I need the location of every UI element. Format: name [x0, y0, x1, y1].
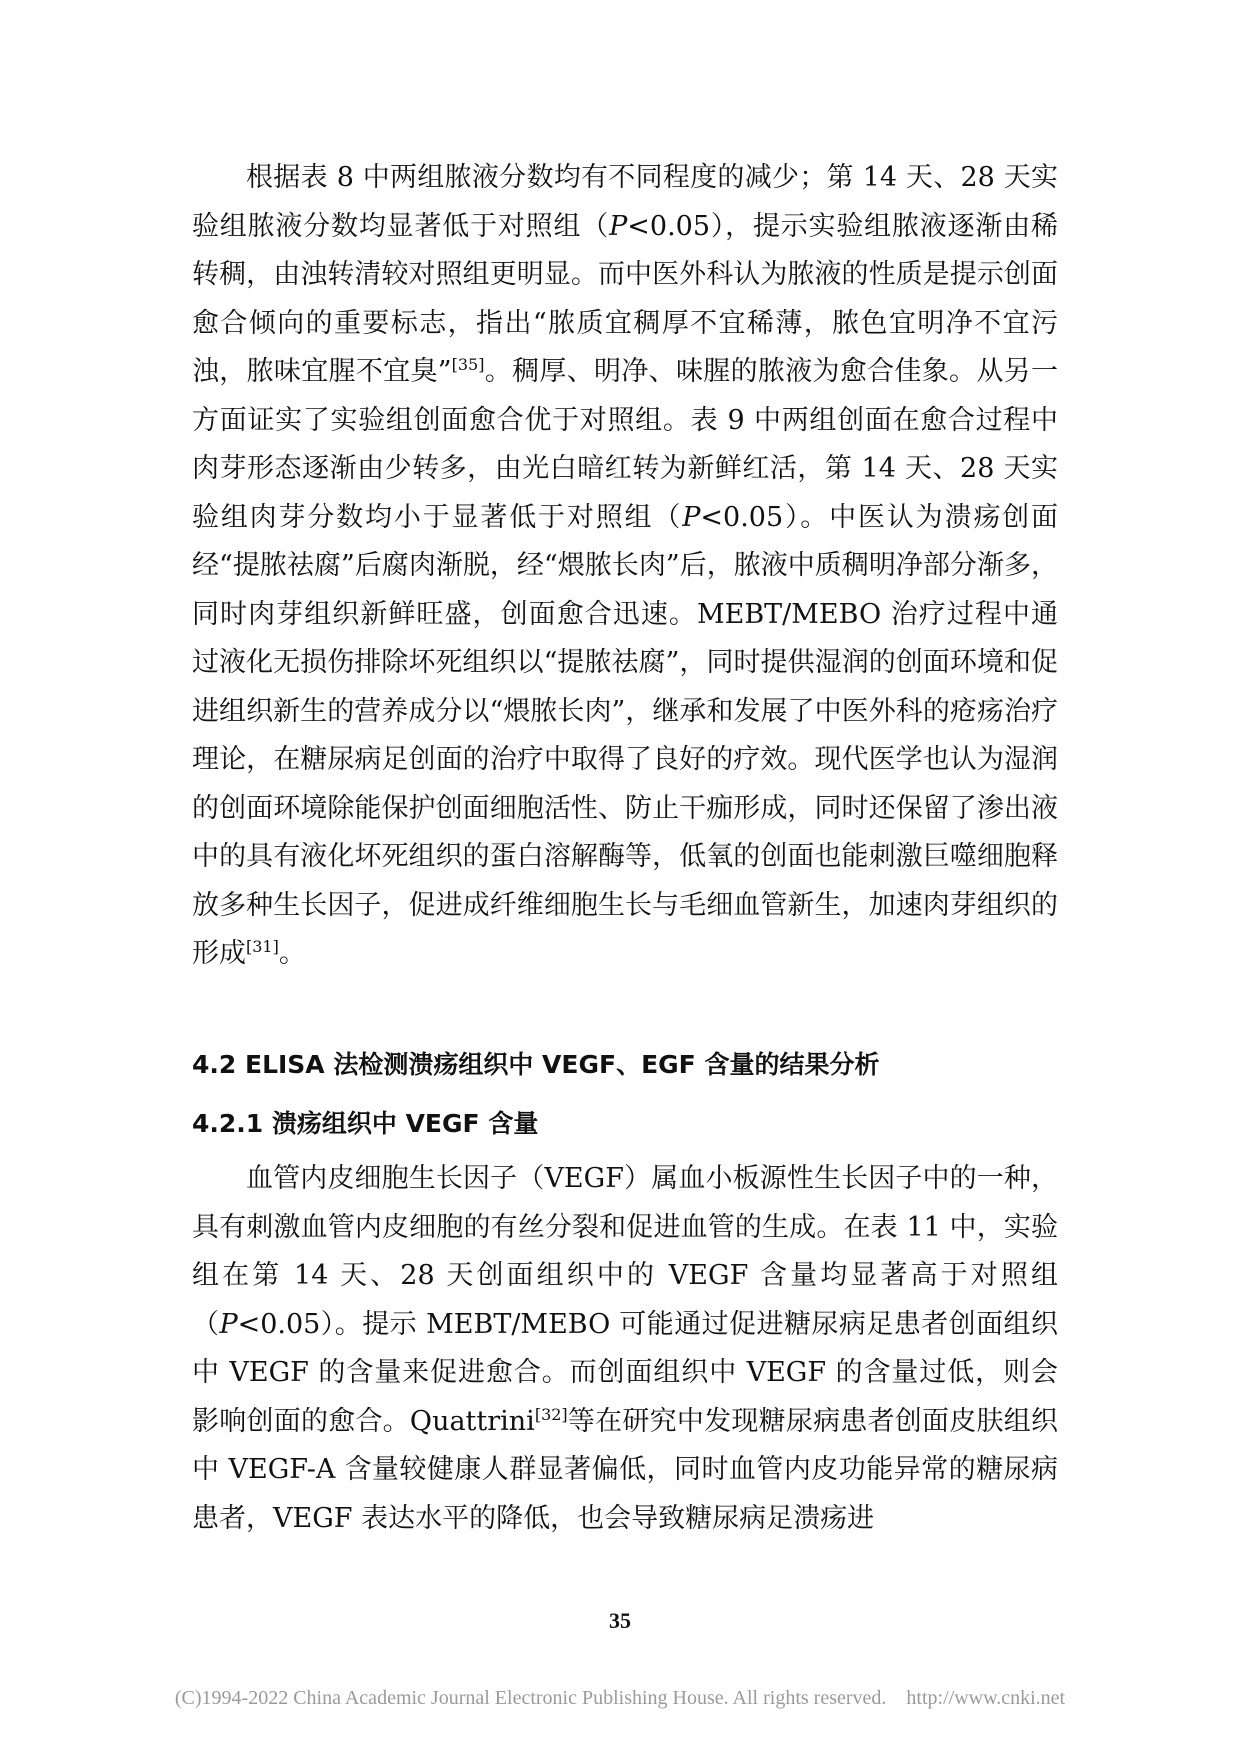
page-number: 35	[609, 1608, 631, 1633]
paragraph-text-segment: <0.05）。中医认为溃疡创面经“提脓祛腐”后腐肉渐脱，经“煨脓长肉”后，脓液中质稠明净部分渐多，同时肉芽组织新鲜旺盛，创面愈合迅速。MEBT/MEBO 治疗过程中通过液化无损伤排除坏死组织以“提脓祛腐”，同时提供湿润的创面环境和促进组织新生的营养成分以“煨脓长肉”，继承和发展了中医外科的疮疡治疗理论，在糖尿病足创面的治疗中取得了良好的疗效。现代医学也认为湿润的创面环境除能保护创面细胞活性、防止干痂形成，同时还保留了渗出液中的具有液化坏死组织的蛋白溶解酶等，低氧的创面也能刺激巨噬细胞释放多种生长因子，促进成纤维细胞生长与毛细血管新生，加速肉芽组织的形成	[192, 501, 1058, 969]
paragraph-text-segment: 等在研究中发现糖尿病患者创面皮肤组织中 VEGF-A 含量较健康人群显著偏低，同时血管内皮功能异常的糖尿病患者，VEGF 表达水平的降低，也会导致糖尿病足溃疡进	[192, 1405, 1059, 1534]
paragraph-text-segment: <0.05），提示实验组脓液逐渐由稀转稠，由浊转清较对照组更明显。而中医外科认为脓液的性质是提示创面愈合倾向的重要标志，指出“脓质宜稠厚不宜稀薄，脓色宜明净不宜污浊，脓味宜腥不宜臭”	[192, 210, 1059, 387]
citation-ref: [35]	[451, 355, 485, 374]
citation-ref: [31]	[246, 937, 279, 956]
paragraph-text	[192, 154, 1058, 979]
subsection-heading-4-2-1: 4.2.1 溃疡组织中 VEGF 含量	[192, 1109, 539, 1138]
paragraph-text-segment: 血管内皮细胞生长因子（VEGF）属血小板源性生长因子中的一种，具有刺激血管内皮细胞的有丝分裂和促进血管的生成。在表 11 中，实验组在第 14 天、28 天创面组织中的 VEGF 含量均显著高于对照组（	[192, 1163, 1058, 1340]
p-value-symbol: P	[682, 501, 701, 533]
p-value-symbol: P	[219, 1308, 238, 1340]
section-heading-4-2: 4.2 ELISA 法检测溃疡组织中 VEGF、EGF 含量的结果分析	[192, 1050, 880, 1079]
copyright-footer	[0, 1687, 1240, 1710]
paragraph-text-segment: <0.05）。提示 MEBT/MEBO 可能通过促进糖尿病足患者创面组织中 VEGF 的含量来促进愈合。而创面组织中 VEGF 的含量过低，则会影响创面的愈合。Quattrini	[192, 1308, 1058, 1437]
body-paragraph-2	[192, 1155, 1058, 1543]
paragraph-text-segment: 根据表 8 中两组脓液分数均有不同程度的减少；第 14 天、28 天实验组脓液分数均显著低于对照组（	[192, 162, 1058, 242]
body-paragraph-1	[192, 154, 1058, 979]
footer-url: http://www.cnki.net	[906, 1687, 1066, 1709]
paragraph-text-segment: 。	[278, 938, 306, 969]
copyright-text: (C)1994-2022 China Academic Journal Electronic Publishing House. All rights reserved.	[174, 1687, 887, 1709]
paragraph-text-segment: 。稠厚、明净、味腥的脓液为愈合佳象。从另一方面证实了实验组创面愈合优于对照组。表 9 中两组创面在愈合过程中肉芽形态逐渐由少转多，由光白暗红转为新鲜红活，第 14 天、28 天实验组肉芽分数均小于显著低于对照组（	[192, 356, 1058, 533]
citation-ref: [32]	[534, 1404, 568, 1424]
p-value-symbol: P	[609, 210, 628, 242]
paragraph-text	[192, 1155, 1058, 1543]
